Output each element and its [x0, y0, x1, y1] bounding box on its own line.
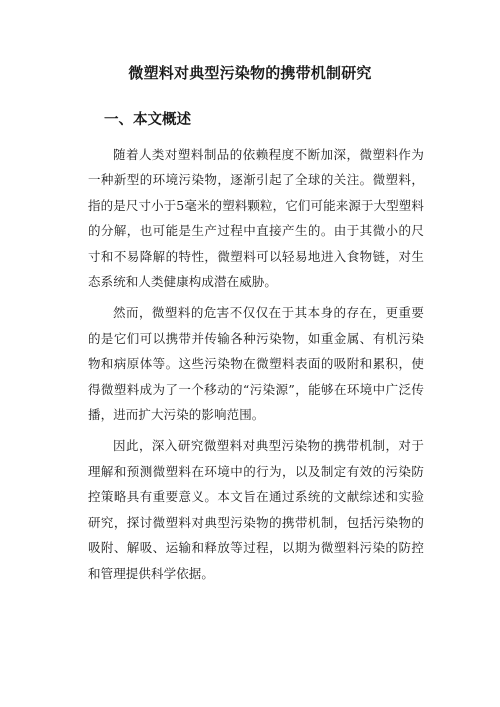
paragraph-1: 随着人类对塑料制品的依赖程度不断加深，微塑料作为一种新型的环境污染物，逐渐引起了全球的关注。微塑料，指的是尺寸小于5毫米的塑料颗粒，它们可能来源于大型塑料的分解，也可能是生产过程中直接产生的。由于其微小的尺寸和不易降解的特性，微塑料可以轻易地进入食物链，对生态系统和人类健康构成潜在威胁。 [88, 147, 424, 290]
paragraph-2: 然而，微塑料的危害不仅仅在于其本身的存在，更重要的是它们可以携带并传输各种污染物，如重金属、有机污染物和病原体等。这些污染物在微塑料表面的吸附和累积，使得微塑料成为了一个移动的“污染源”，能够在环境中广泛传播，进而扩大污染的影响范围。 [88, 305, 424, 423]
document-body [88, 142, 424, 592]
document-title: 微塑料对典型污染物的携带机制研究 [128, 64, 372, 82]
section-heading: 一、本文概述 [104, 111, 191, 128]
paragraph-3: 因此，深入研究微塑料对典型污染物的携带机制，对于理解和预测微塑料在环境中的行为，以及制定有效的污染防控策略具有重要意义。本文旨在通过系统的文献综述和实验研究，探讨微塑料对典型污染物的携带机制，包括污染物的吸附、解吸、运输和释放等过程，以期为微塑料污染的防控和管理提供科学依据。 [88, 438, 424, 581]
